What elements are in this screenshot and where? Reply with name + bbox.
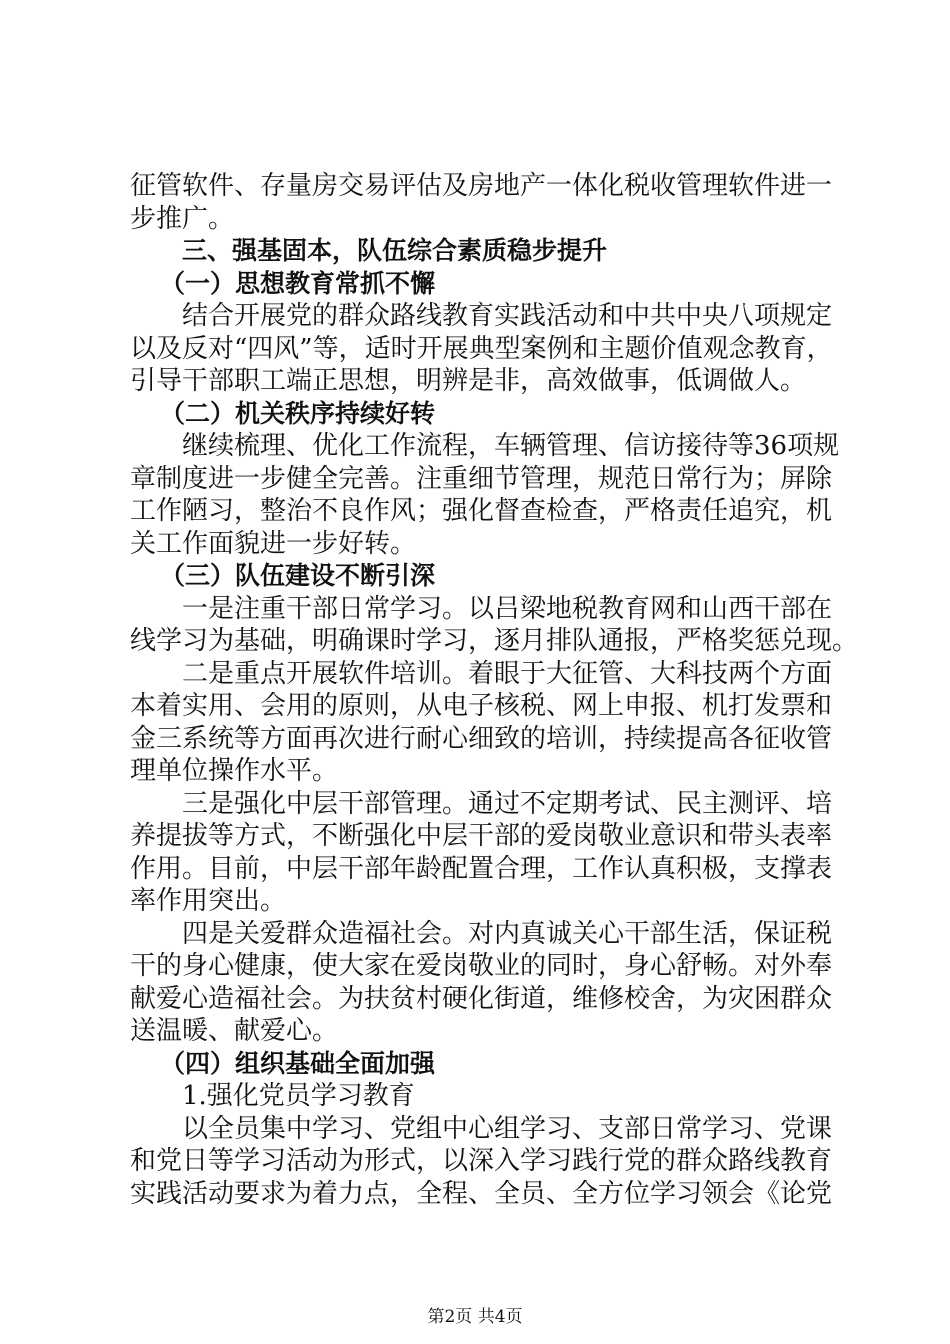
paragraph-line: 送温暖、献爱心。: [130, 1016, 339, 1046]
document-body: [130, 170, 859, 1210]
subsection-heading: （一）思想教育常抓不懈: [160, 268, 436, 298]
paragraph-line: 关工作面貌进一步好转。: [130, 528, 417, 559]
paragraph-line: 引导干部职工端正思想，明辨是非，高效做事，低调做人。: [130, 366, 807, 396]
paragraph-line: 一是注重干部日常学习。以吕梁地税教育网和山西干部在: [182, 593, 833, 624]
section-heading: 三、强基固本，队伍综合素质稳步提升: [182, 236, 608, 265]
paragraph-line: 征管软件、存量房交易评估及房地产一体化税收管理软件进一: [130, 171, 833, 201]
subsection-heading: （四）组织基础全面加强: [160, 1048, 436, 1078]
paragraph-line: 金三系统等方面再次进行耐心细致的培训，持续提高各征收管: [130, 723, 833, 754]
page-footer: 第2页 共4页: [427, 1307, 523, 1327]
paragraph-line: 结合开展党的群众路线教育实践活动和中共中央八项规定: [182, 301, 833, 331]
paragraph-line: 献爱心造福社会。为扶贫村硬化街道，维修校舍，为灾困群众: [130, 983, 833, 1014]
paragraph-line: 二是重点开展软件培训。着眼于大征管、大科技两个方面: [182, 658, 833, 689]
paragraph-line: 四是关爱群众造福社会。对内真诚关心干部生活，保证税: [182, 918, 833, 949]
paragraph-line: 理单位操作水平。: [130, 756, 339, 786]
paragraph-line: 和党日等学习活动为形式，以深入学习践行党的群众路线教育: [130, 1146, 833, 1176]
paragraph-line: 养提拔等方式，不断强化中层干部的爱岗敬业意识和带头表率: [130, 821, 833, 851]
paragraph-line: 干的身心健康，使大家在爱岗敬业的同时，身心舒畅。对外奉: [130, 951, 833, 981]
numbered-item: 1.强化党员学习教育: [182, 1081, 415, 1111]
subsection-heading: （三）队伍建设不断引深: [160, 561, 436, 590]
paragraph-line: 工作陋习，整治不良作风；强化督查检查，严格责任追究，机: [130, 496, 833, 526]
paragraph-line: 以及反对“四风”等，适时开展典型案例和主题价值观念教育，: [130, 333, 833, 364]
subsection-heading: （二）机关秩序持续好转: [160, 398, 436, 428]
paragraph-line: 以全员集中学习、党组中心组学习、支部日常学习、党课: [182, 1113, 833, 1144]
paragraph-line: 继续梳理、优化工作流程，车辆管理、信访接待等36项规: [182, 431, 840, 461]
paragraph-line: 率作用突出。: [130, 886, 287, 916]
paragraph-line: 作用。目前，中层干部年龄配置合理，工作认真积极，支撑表: [130, 853, 833, 884]
paragraph-line: 章制度进一步健全完善。注重细节管理，规范日常行为；屏除: [130, 463, 833, 494]
paragraph-line: 本着实用、会用的原则，从电子核税、网上申报、机打发票和: [130, 691, 833, 721]
paragraph-line: 步推广。: [130, 203, 235, 234]
paragraph-line: 三是强化中层干部管理。通过不定期考试、民主测评、培: [182, 788, 833, 819]
paragraph-line: 线学习为基础，明确课时学习，逐月排队通报，严格奖惩兑现。: [130, 626, 859, 656]
paragraph-line: 实践活动要求为着力点，全程、全员、全方位学习领会《论党: [130, 1178, 833, 1209]
